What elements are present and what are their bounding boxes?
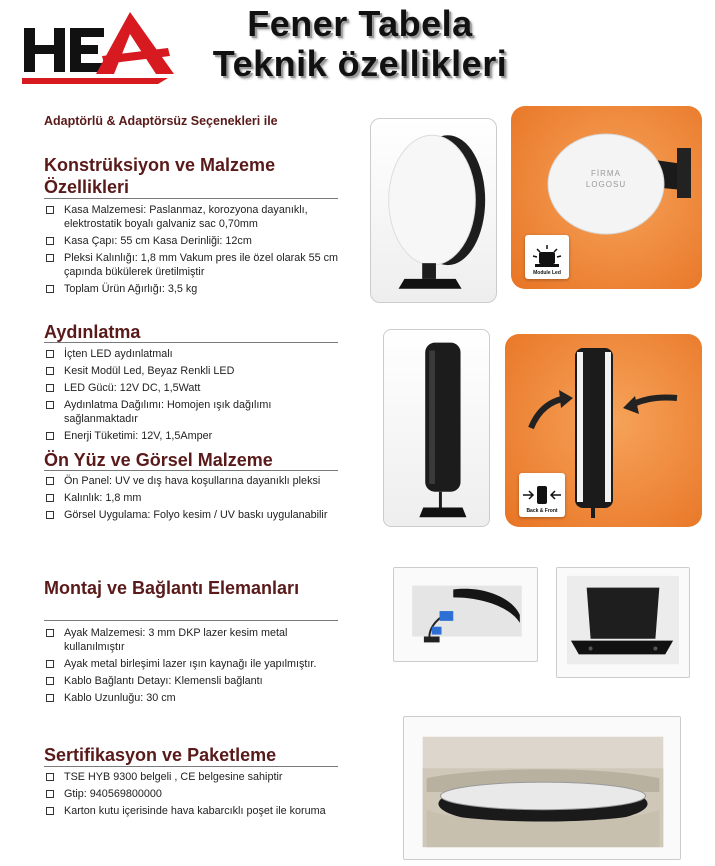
section-title-lighting: Aydınlatma [44, 322, 141, 342]
mounting-list [44, 626, 344, 708]
list-item: Aydınlatma Dağılımı: Homojen ışık dağılımı sağlanmaktadır [44, 398, 344, 426]
list-item: Kablo Uzunluğu: 30 cm [44, 691, 344, 705]
checkbox-icon [46, 807, 54, 815]
checkbox-icon [46, 254, 54, 262]
product-photo-side [370, 118, 497, 303]
checkbox-icon [46, 773, 54, 781]
title-line-1: Fener Tabela [247, 3, 473, 44]
section-title-certification: Sertifikasyon ve Paketleme [44, 745, 277, 765]
module-led-badge: Module Led [525, 235, 569, 279]
list-item: Görsel Uygulama: Folyo kesim / UV baskı uygulanabilir [44, 508, 344, 522]
subtitle: Adaptörlü & Adaptörsüz Seçenekleri ile [44, 114, 278, 128]
checkbox-icon [46, 677, 54, 685]
list-item: LED Gücü: 12V DC, 1,5Watt [44, 381, 344, 395]
list-item: İçten LED aydınlatmalı [44, 347, 344, 361]
certification-list [44, 770, 344, 821]
list-item: Pleksi Kalınlığı: 1,8 mm Vakum pres ile özel olarak 55 cm çapında bükülerek üretilmiştir [44, 251, 344, 279]
checkbox-icon [46, 477, 54, 485]
hea-logo [18, 8, 178, 88]
list-item: Gtip: 940569800000 [44, 787, 344, 801]
firma-logosu-text: FİRMA LOGOSU [585, 169, 627, 189]
checkbox-icon [46, 660, 54, 668]
section-divider [44, 766, 338, 767]
checkbox-icon [46, 494, 54, 502]
checkbox-icon [46, 790, 54, 798]
product-photo-profile [383, 329, 490, 527]
list-item: Enerji Tüketimi: 12V, 1,5Amper [44, 429, 344, 443]
section-divider [44, 198, 338, 199]
checkbox-icon [46, 629, 54, 637]
product-photo-packaging [403, 716, 681, 860]
list-item: Kablo Bağlantı Detayı: Klemensli bağlantı [44, 674, 344, 688]
list-item: Toplam Ürün Ağırlığı: 3,5 kg [44, 282, 344, 296]
section-title-construction-1: Konstrüksiyon ve Malzeme [44, 155, 276, 175]
title-line-2: Teknik özellikleri [212, 43, 508, 84]
section-title-construction-2: Özellikleri [44, 177, 130, 197]
list-item: Kasa Çapı: 55 cm Kasa Derinliği: 12cm [44, 234, 344, 248]
checkbox-icon [46, 350, 54, 358]
checkbox-icon [46, 206, 54, 214]
back-front-badge: Back & Front [519, 473, 565, 517]
section-title-mounting: Montaj ve Bağlantı Elemanları [44, 578, 300, 598]
list-item: Ayak metal birleşimi lazer ışın kaynağı ile yapılmıştır. [44, 657, 344, 671]
list-item: TSE HYB 9300 belgeli , CE belgesine sahiptir [44, 770, 344, 784]
product-photo-cable [393, 567, 538, 662]
list-item: Karton kutu içerisinde hava kabarcıklı poşet ile koruma [44, 804, 344, 818]
product-photo-wall [511, 106, 702, 289]
section-title-front: Ön Yüz ve Görsel Malzeme [44, 450, 273, 470]
product-photo-back-front [505, 334, 702, 527]
front-list [44, 474, 344, 525]
list-item: Ön Panel: UV ve dış hava koşullarına dayanıklı pleksi [44, 474, 344, 488]
checkbox-icon [46, 694, 54, 702]
list-item: Kalınlık: 1,8 mm [44, 491, 344, 505]
checkbox-icon [46, 237, 54, 245]
checkbox-icon [46, 401, 54, 409]
list-item: Ayak Malzemesi: 3 mm DKP lazer kesim metal kullanılmıştır [44, 626, 344, 654]
construction-list [44, 203, 344, 299]
checkbox-icon [46, 511, 54, 519]
checkbox-icon [46, 384, 54, 392]
product-photo-stand [556, 567, 690, 678]
section-divider [44, 470, 338, 471]
checkbox-icon [46, 285, 54, 293]
list-item: Kasa Malzemesi: Paslanmaz, korozyona dayanıklı, elektrostatik boyalı galvaniz sac 0,70mm [44, 203, 344, 231]
list-item: Kesit Modül Led, Beyaz Renkli LED [44, 364, 344, 378]
checkbox-icon [46, 432, 54, 440]
checkbox-icon [46, 367, 54, 375]
section-divider [44, 620, 338, 621]
lighting-list [44, 347, 344, 446]
section-divider [44, 342, 338, 343]
